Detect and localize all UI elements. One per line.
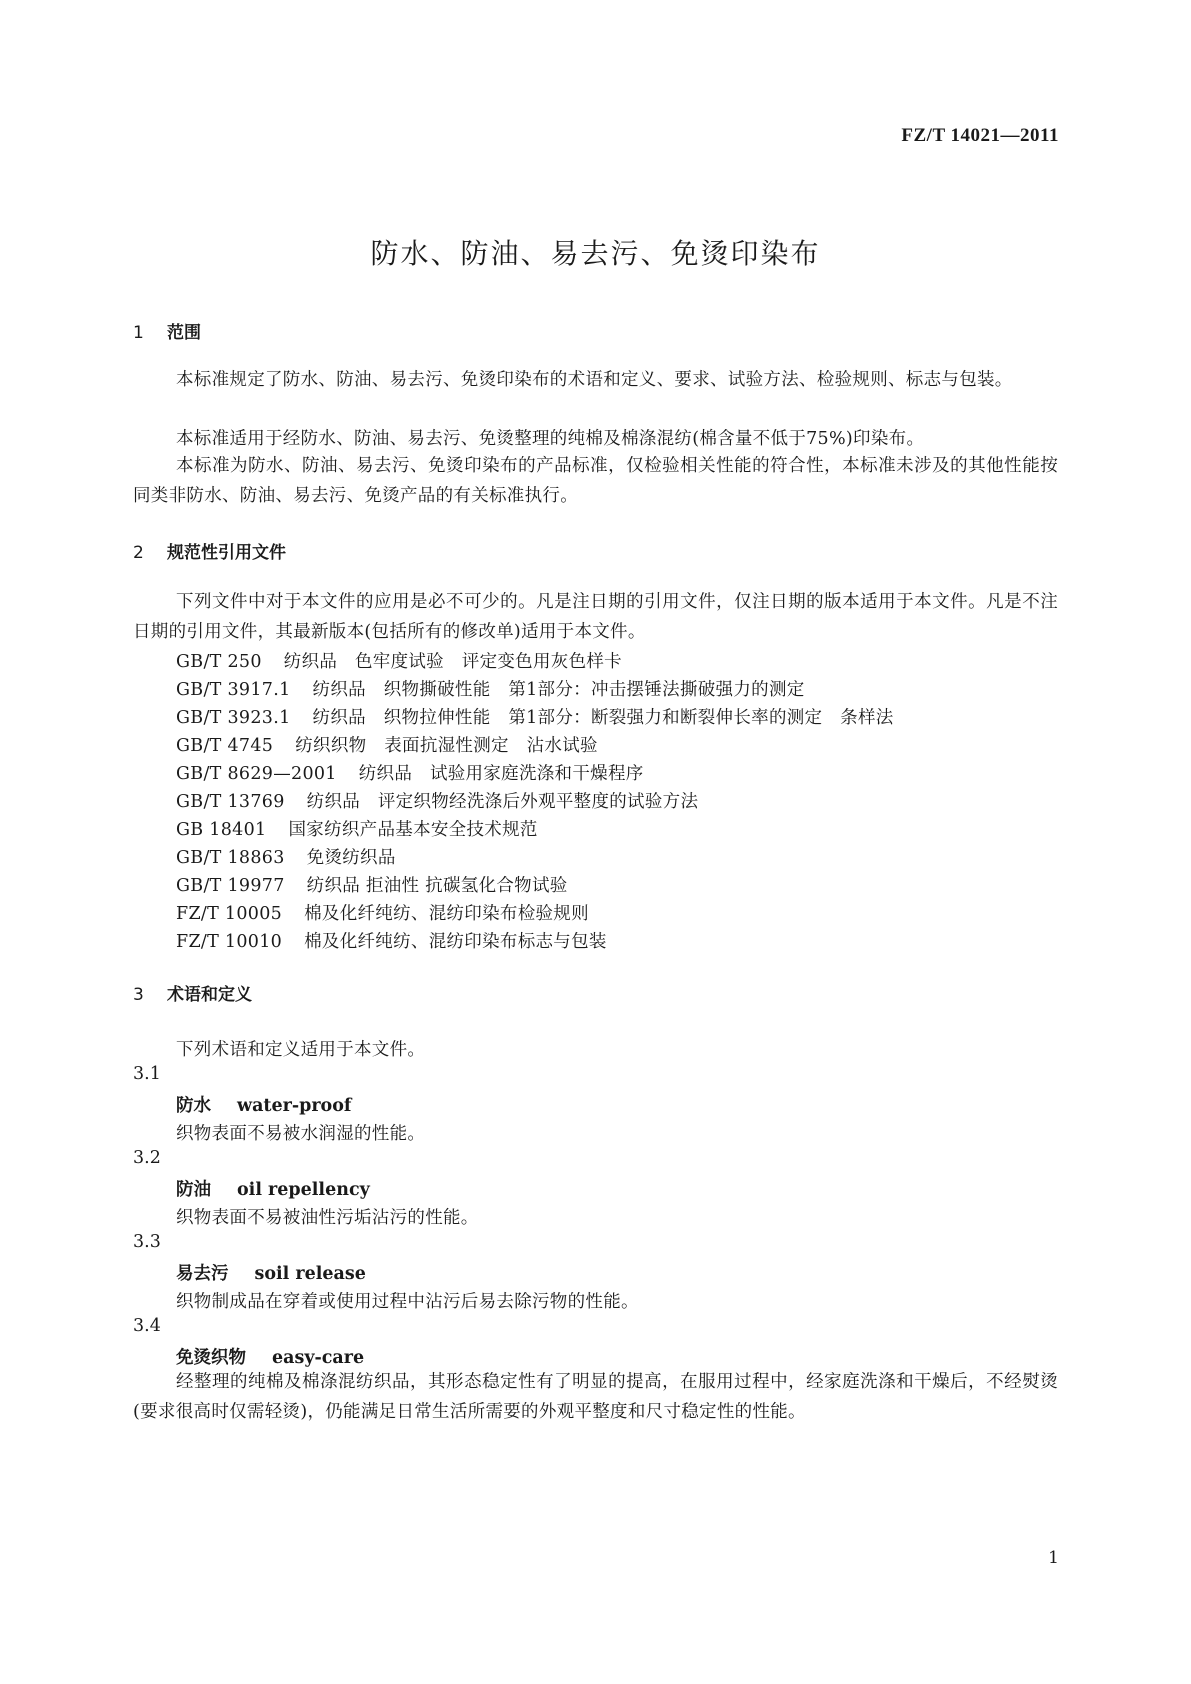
standard-code: FZ/T 14021—2011 [901, 125, 1059, 146]
term-number: 3.3 [133, 1232, 161, 1252]
reference-code: GB/T 3917.1 [176, 680, 291, 700]
reference-title: 棉及化纤纯纺、混纺印染布标志与包装 [304, 932, 607, 952]
term-english: easy-care [272, 1348, 365, 1368]
reference-item [176, 816, 538, 841]
term-chinese: 防水 [176, 1096, 211, 1116]
reference-item [176, 704, 894, 729]
reference-item [176, 760, 644, 785]
term-english: soil release [254, 1264, 366, 1284]
section-1-paragraph-2: 本标准适用于经防水、防油、易去污、免烫整理的纯棉及棉涤混纺(棉含量不低于75%)印染布。 [176, 429, 925, 449]
section-3-heading [133, 980, 252, 1005]
reference-code: GB 18401 [176, 820, 267, 840]
reference-title: 纺织品 织物撕破性能 第1部分：冲击摆锤法撕破强力的测定 [312, 680, 805, 700]
reference-item [176, 732, 598, 757]
section-1-title: 范围 [167, 323, 201, 343]
reference-code: FZ/T 10010 [176, 932, 283, 952]
reference-title: 纺织品 试验用家庭洗涤和干燥程序 [358, 764, 644, 784]
section-3-title: 术语和定义 [167, 985, 252, 1005]
reference-title: 免烫纺织品 [306, 848, 396, 868]
reference-item [176, 788, 698, 813]
reference-title: 棉及化纤纯纺、混纺印染布检验规则 [304, 904, 589, 924]
term-chinese: 易去污 [176, 1264, 229, 1284]
section-1-heading [133, 318, 201, 343]
section-3-number: 3 [133, 985, 144, 1005]
section-2-title: 规范性引用文件 [167, 543, 286, 563]
reference-item [176, 872, 568, 897]
reference-title: 纺织品 织物拉伸性能 第1部分：断裂强力和断裂伸长率的测定 条样法 [312, 708, 894, 728]
section-1-paragraph-1: 本标准规定了防水、防油、易去污、免烫印染布的术语和定义、要求、试验方法、检验规则、标志与包装。 [176, 370, 1013, 390]
reference-code: GB/T 13769 [176, 792, 285, 812]
reference-item [176, 648, 622, 673]
reference-title: 纺织品 色牢度试验 评定变色用灰色样卡 [283, 652, 622, 672]
reference-title: 纺织品 评定织物经洗涤后外观平整度的试验方法 [306, 792, 699, 812]
term-number: 3.1 [133, 1064, 161, 1084]
term-name [176, 1176, 370, 1201]
reference-code: GB/T 3923.1 [176, 708, 291, 728]
reference-item [176, 900, 589, 925]
page-number: 1 [1048, 1548, 1059, 1568]
reference-title: 纺织织物 表面抗湿性测定 沾水试验 [295, 736, 598, 756]
section-1-paragraph-3: 本标准为防水、防油、易去污、免烫印染布的产品标准，仅检验相关性能的符合性，本标准未涉及的其他性能按同类非防水、防油、易去污、免烫产品的有关标准执行。 [133, 456, 1058, 506]
term-number: 3.2 [133, 1148, 161, 1168]
reference-item [176, 676, 805, 701]
reference-item [176, 844, 396, 869]
term-name [176, 1344, 364, 1369]
section-1-number: 1 [133, 323, 144, 343]
term-name [176, 1092, 351, 1117]
reference-code: GB/T 19977 [176, 876, 285, 896]
section-2-heading [133, 538, 286, 563]
document-title: 防水、防油、易去污、免烫印染布 [370, 237, 821, 270]
term-english: oil repellency [237, 1180, 370, 1200]
term-chinese: 防油 [176, 1180, 211, 1200]
reference-code: GB/T 4745 [176, 736, 274, 756]
term-definition: 织物表面不易被油性污垢沾污的性能。 [176, 1208, 479, 1228]
reference-code: GB/T 18863 [176, 848, 285, 868]
term-definition: 经整理的纯棉及棉涤混纺织品，其形态稳定性有了明显的提高，在服用过程中，经家庭洗涤和干燥后，不经熨烫(要求很高时仅需轻烫)，仍能满足日常生活所需要的外观平整度和尺寸稳定性的性能。 [133, 1372, 1058, 1422]
section-2-intro: 下列文件中对于本文件的应用是必不可少的。凡是注日期的引用文件，仅注日期的版本适用于本文件。凡是不注日期的引用文件，其最新版本(包括所有的修改单)适用于本文件。 [133, 592, 1058, 642]
section-3-intro: 下列术语和定义适用于本文件。 [176, 1040, 426, 1060]
reference-item [176, 928, 607, 953]
term-chinese: 免烫织物 [176, 1348, 246, 1368]
reference-code: FZ/T 10005 [176, 904, 283, 924]
reference-title: 纺织品 拒油性 抗碳氢化合物试验 [306, 876, 568, 896]
term-definition: 织物制成品在穿着或使用过程中沾污后易去除污物的性能。 [176, 1292, 639, 1312]
term-name [176, 1260, 366, 1285]
reference-title: 国家纺织产品基本安全技术规范 [288, 820, 538, 840]
section-2-number: 2 [133, 543, 144, 563]
term-definition: 织物表面不易被水润湿的性能。 [176, 1124, 426, 1144]
term-number: 3.4 [133, 1316, 161, 1336]
term-english: water-proof [237, 1096, 352, 1116]
reference-code: GB/T 8629—2001 [176, 764, 337, 784]
reference-code: GB/T 250 [176, 652, 262, 672]
